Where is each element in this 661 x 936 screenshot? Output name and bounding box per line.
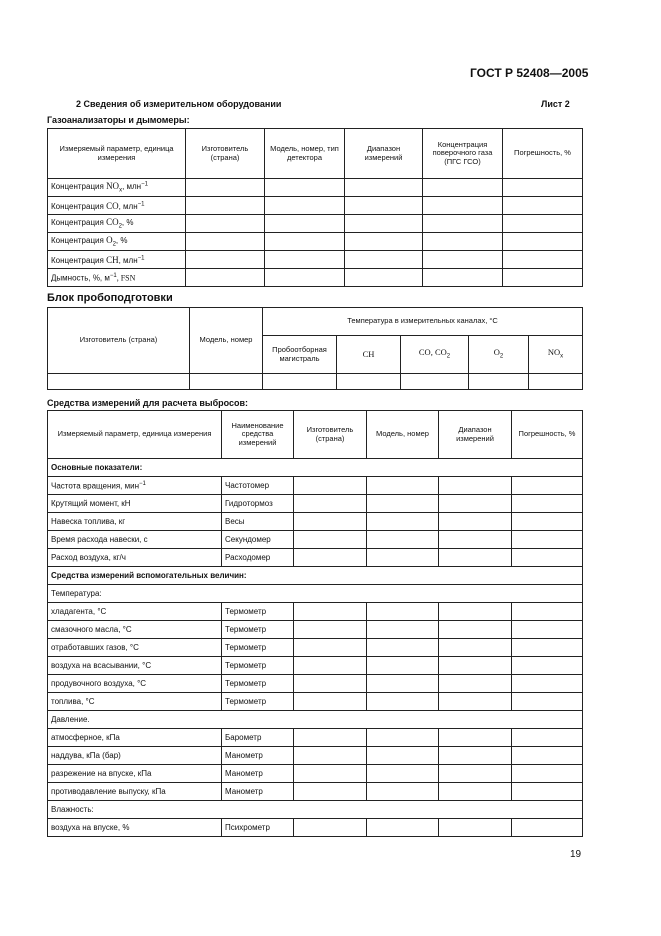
empty-cell[interactable] <box>186 269 265 287</box>
empty-cell[interactable] <box>345 179 423 197</box>
param-cell <box>48 603 222 621</box>
channel-header <box>469 336 529 374</box>
param-text: Концентрация <box>51 182 107 192</box>
empty-cell[interactable] <box>367 675 439 693</box>
instrument-cell: Термометр <box>222 675 294 693</box>
instrument-cell: Термометр <box>222 693 294 711</box>
param-cell <box>48 657 222 675</box>
empty-cell[interactable] <box>512 765 583 783</box>
empty-cell[interactable] <box>512 621 583 639</box>
param-text: Концентрация <box>51 236 107 246</box>
param-cell <box>48 783 222 801</box>
table-row <box>48 639 583 657</box>
empty-cell[interactable] <box>186 233 265 251</box>
instrument-cell: Барометр <box>222 729 294 747</box>
group-row-label: Давление. <box>48 711 583 729</box>
empty-cell[interactable] <box>512 693 583 711</box>
param-cell <box>48 621 222 639</box>
header-model: Модель, номер <box>190 308 263 374</box>
empty-cell[interactable] <box>423 233 503 251</box>
superscript: −1 <box>137 200 145 207</box>
empty-cell[interactable] <box>186 215 265 233</box>
empty-cell[interactable] <box>439 747 512 765</box>
empty-cell[interactable] <box>469 374 529 390</box>
empty-cell[interactable] <box>186 251 265 269</box>
column-header: Диапазон измерений <box>439 411 512 459</box>
param-unit: , млн <box>118 255 138 265</box>
empty-cell[interactable] <box>345 233 423 251</box>
param-text: Частота вращения, мин <box>51 481 140 491</box>
empty-cell[interactable] <box>294 783 367 801</box>
channel-header <box>263 336 337 374</box>
empty-cell[interactable] <box>345 197 423 215</box>
channel-label: Пробоотборная магистраль <box>272 344 327 363</box>
section-row-label: Средства измерений вспомогательных величин: <box>48 567 583 585</box>
instrument-cell: Весы <box>222 513 294 531</box>
empty-cell[interactable] <box>265 233 345 251</box>
empty-cell[interactable] <box>367 729 439 747</box>
sample-prep-table <box>47 307 583 390</box>
param-unit: , млн <box>118 201 138 211</box>
column-header: Измеряемый параметр, единица измерения <box>48 129 186 179</box>
param-text: смазочного масла, °С <box>51 625 132 634</box>
channel-label: O <box>493 347 500 358</box>
param-text: воздуха на всасывании, °С <box>51 661 152 670</box>
formula: NO <box>106 181 120 192</box>
param-cell <box>48 639 222 657</box>
empty-cell[interactable] <box>512 549 583 567</box>
section-title: 2 Сведения об измерительном оборудовании <box>76 99 282 109</box>
table-row <box>48 783 583 801</box>
table-row <box>48 549 583 567</box>
empty-cell[interactable] <box>367 819 439 837</box>
table-row <box>48 215 583 233</box>
table-row <box>48 729 583 747</box>
param-text: Концентрация <box>51 201 107 211</box>
param-unit: , млн <box>122 182 142 192</box>
gas-analyzers-caption: Газоанализаторы и дымомеры: <box>47 115 190 125</box>
instrument-cell: Термометр <box>222 639 294 657</box>
empty-cell[interactable] <box>294 657 367 675</box>
empty-cell[interactable] <box>367 495 439 513</box>
empty-cell[interactable] <box>367 747 439 765</box>
table-row <box>48 693 583 711</box>
table-row <box>48 819 583 837</box>
empty-cell[interactable] <box>294 729 367 747</box>
empty-cell[interactable] <box>345 269 423 287</box>
column-header: Изготовитель (страна) <box>186 129 265 179</box>
table-row <box>48 675 583 693</box>
formula: CO <box>106 200 119 211</box>
instrument-cell: Термометр <box>222 621 294 639</box>
empty-cell[interactable] <box>265 269 345 287</box>
empty-cell[interactable] <box>512 747 583 765</box>
superscript: −1 <box>109 272 117 279</box>
param-text: отработавших газов, °С <box>51 643 139 652</box>
table-row <box>48 197 583 215</box>
param-text: разрежение на впуске, кПа <box>51 769 152 778</box>
param-cell <box>48 477 222 495</box>
param-text: топлива, °С <box>51 697 95 706</box>
param-text: наддува, кПа (бар) <box>51 751 121 760</box>
empty-cell[interactable] <box>512 531 583 549</box>
channel-header <box>529 336 583 374</box>
column-header: Погрешность, % <box>503 129 583 179</box>
empty-cell[interactable] <box>439 765 512 783</box>
empty-cell[interactable] <box>345 251 423 269</box>
empty-cell[interactable] <box>294 513 367 531</box>
param-cell <box>48 765 222 783</box>
superscript: −1 <box>139 480 146 487</box>
subscript: 2 <box>118 223 122 230</box>
empty-cell[interactable] <box>439 657 512 675</box>
instrument-cell: Расходомер <box>222 549 294 567</box>
instrument-cell: Термометр <box>222 657 294 675</box>
column-header: Концентрация поверочного газа (ПГС ГСО) <box>423 129 503 179</box>
param-text: хладагента, °С <box>51 607 107 616</box>
empty-cell[interactable] <box>503 179 583 197</box>
empty-cell[interactable] <box>512 783 583 801</box>
empty-cell[interactable] <box>367 531 439 549</box>
empty-cell[interactable] <box>190 374 263 390</box>
param-cell <box>48 495 222 513</box>
header-row <box>48 411 583 459</box>
empty-cell[interactable] <box>423 179 503 197</box>
empty-cell[interactable] <box>439 621 512 639</box>
param-tail: , FSN <box>116 273 136 283</box>
emission-instruments-caption: Средства измерений для расчета выбросов: <box>47 398 249 408</box>
empty-cell[interactable] <box>265 197 345 215</box>
param-text: Расход воздуха, кг/ч <box>51 553 126 562</box>
group-row-label: Влажность: <box>48 801 583 819</box>
table-row <box>48 513 583 531</box>
param-text: Дымность, %, м <box>51 273 110 283</box>
empty-cell[interactable] <box>294 495 367 513</box>
param-unit: , % <box>121 218 134 228</box>
table-row <box>48 459 583 477</box>
table-row <box>48 531 583 549</box>
column-header: Изготовитель (страна) <box>294 411 367 459</box>
empty-cell[interactable] <box>423 269 503 287</box>
param-cell <box>48 215 186 233</box>
empty-cell[interactable] <box>265 179 345 197</box>
empty-cell[interactable] <box>367 603 439 621</box>
empty-cell[interactable] <box>439 549 512 567</box>
empty-cell[interactable] <box>367 765 439 783</box>
param-text: Концентрация <box>51 218 107 228</box>
empty-cell[interactable] <box>439 477 512 495</box>
formula: CO <box>106 217 119 228</box>
empty-cell[interactable] <box>439 639 512 657</box>
table-row <box>48 765 583 783</box>
empty-cell[interactable] <box>439 729 512 747</box>
empty-cell[interactable] <box>294 531 367 549</box>
param-text: продувочного воздуха, °С <box>51 679 147 688</box>
empty-cell[interactable] <box>345 215 423 233</box>
empty-cell[interactable] <box>512 603 583 621</box>
empty-cell[interactable] <box>265 251 345 269</box>
empty-cell[interactable] <box>294 819 367 837</box>
instrument-cell: Манометр <box>222 747 294 765</box>
standard-number: ГОСТ Р 52408—2005 <box>470 66 589 80</box>
empty-cell[interactable] <box>294 675 367 693</box>
param-cell <box>48 747 222 765</box>
empty-cell[interactable] <box>294 603 367 621</box>
empty-cell[interactable] <box>367 657 439 675</box>
channel-header <box>337 336 401 374</box>
instrument-cell: Манометр <box>222 765 294 783</box>
param-cell <box>48 269 186 287</box>
param-unit: , % <box>115 236 128 246</box>
table-row <box>48 269 583 287</box>
empty-cell[interactable] <box>367 513 439 531</box>
param-cell <box>48 693 222 711</box>
param-cell <box>48 675 222 693</box>
column-header: Измеряемый параметр, единица измерения <box>48 411 222 459</box>
empty-cell[interactable] <box>439 495 512 513</box>
empty-cell[interactable] <box>265 215 345 233</box>
param-cell <box>48 179 186 197</box>
empty-cell[interactable] <box>512 513 583 531</box>
table-row <box>48 585 583 603</box>
table-row <box>48 251 583 269</box>
table-row <box>48 711 583 729</box>
formula: O <box>106 235 113 246</box>
section-row-label: Основные показатели: <box>48 459 583 477</box>
table-row <box>48 603 583 621</box>
empty-cell[interactable] <box>512 729 583 747</box>
table-row <box>48 621 583 639</box>
instrument-cell: Частотомер <box>222 477 294 495</box>
empty-cell[interactable] <box>503 251 583 269</box>
empty-cell[interactable] <box>401 374 469 390</box>
table-row <box>48 567 583 585</box>
subscript: 2 <box>446 353 451 360</box>
sample-prep-caption: Блок пробоподготовки <box>47 292 173 304</box>
param-text: воздуха на впуске, % <box>51 823 130 832</box>
empty-cell[interactable] <box>186 197 265 215</box>
table-row <box>48 233 583 251</box>
instrument-cell: Гидротормоз <box>222 495 294 513</box>
header-maker: Изготовитель (страна) <box>48 308 190 374</box>
empty-cell[interactable] <box>439 819 512 837</box>
param-cell <box>48 233 186 251</box>
empty-cell[interactable] <box>294 477 367 495</box>
empty-cell[interactable] <box>367 693 439 711</box>
empty-cell[interactable] <box>512 639 583 657</box>
empty-cell[interactable] <box>512 477 583 495</box>
param-text: Крутящий момент, кН <box>51 499 131 508</box>
param-cell <box>48 549 222 567</box>
empty-cell[interactable] <box>503 269 583 287</box>
group-row-label: Температура: <box>48 585 583 603</box>
empty-cell[interactable] <box>367 639 439 657</box>
column-header: Наименование средства измерений <box>222 411 294 459</box>
empty-cell[interactable] <box>294 549 367 567</box>
param-cell <box>48 729 222 747</box>
empty-cell[interactable] <box>439 603 512 621</box>
subscript: 2 <box>112 241 116 248</box>
superscript: −1 <box>137 254 145 261</box>
empty-cell[interactable] <box>367 477 439 495</box>
formula: CH <box>106 254 119 265</box>
subscript: x <box>119 187 123 194</box>
column-header: Диапазон измерений <box>345 129 423 179</box>
sheet-label: Лист 2 <box>541 99 570 109</box>
empty-cell[interactable] <box>439 531 512 549</box>
channel-label: NO <box>547 347 561 358</box>
subscript: 2 <box>499 353 504 360</box>
empty-cell[interactable] <box>512 819 583 837</box>
empty-cell[interactable] <box>294 639 367 657</box>
empty-cell[interactable] <box>294 747 367 765</box>
param-text: атмосферное, кПа <box>51 733 120 742</box>
empty-cell[interactable] <box>529 374 583 390</box>
superscript: −1 <box>141 181 148 188</box>
empty-cell[interactable] <box>263 374 337 390</box>
channel-header <box>401 336 469 374</box>
empty-cell[interactable] <box>503 197 583 215</box>
instrument-cell: Термометр <box>222 603 294 621</box>
empty-cell[interactable] <box>294 693 367 711</box>
empty-cell[interactable] <box>367 549 439 567</box>
empty-cell[interactable] <box>439 675 512 693</box>
instrument-cell: Секундомер <box>222 531 294 549</box>
empty-cell[interactable] <box>503 233 583 251</box>
table-row <box>48 179 583 197</box>
empty-cell[interactable] <box>512 675 583 693</box>
param-text: противодавление выпуску, кПа <box>51 787 166 796</box>
empty-cell[interactable] <box>439 513 512 531</box>
param-cell <box>48 197 186 215</box>
empty-cell[interactable] <box>512 657 583 675</box>
empty-cell[interactable] <box>423 197 503 215</box>
table-row <box>48 801 583 819</box>
empty-cell[interactable] <box>439 693 512 711</box>
column-header: Модель, номер <box>367 411 439 459</box>
empty-cell[interactable] <box>367 783 439 801</box>
param-text: Навеска топлива, кг <box>51 517 126 526</box>
instrument-cell: Психрометр <box>222 819 294 837</box>
empty-cell[interactable] <box>186 179 265 197</box>
table-row <box>48 477 583 495</box>
table-row <box>48 374 583 390</box>
param-text: Время расхода навески, с <box>51 535 148 544</box>
empty-cell[interactable] <box>423 215 503 233</box>
param-cell <box>48 531 222 549</box>
param-cell <box>48 251 186 269</box>
empty-cell[interactable] <box>294 621 367 639</box>
channel-label: CH <box>362 348 375 359</box>
instrument-cell: Манометр <box>222 783 294 801</box>
empty-cell[interactable] <box>503 215 583 233</box>
column-header: Погрешность, % <box>512 411 583 459</box>
empty-cell[interactable] <box>294 765 367 783</box>
channel-label: CO, CO <box>418 347 447 358</box>
param-cell <box>48 513 222 531</box>
param-text: Концентрация <box>51 255 107 265</box>
empty-cell[interactable] <box>512 495 583 513</box>
header-temperature: Температура в измерительных каналах, °С <box>263 308 583 336</box>
table-row <box>48 657 583 675</box>
empty-cell[interactable] <box>337 374 401 390</box>
subscript: x <box>560 353 564 360</box>
table-row <box>48 495 583 513</box>
header-row <box>48 129 583 179</box>
empty-cell[interactable] <box>48 374 190 390</box>
empty-cell[interactable] <box>367 621 439 639</box>
column-header: Модель, номер, тип детектора <box>265 129 345 179</box>
gas-analyzers-table <box>47 128 583 287</box>
page-number: 19 <box>570 849 582 860</box>
table-row <box>48 747 583 765</box>
empty-cell[interactable] <box>439 783 512 801</box>
emission-instruments-table <box>47 410 583 837</box>
param-cell <box>48 819 222 837</box>
empty-cell[interactable] <box>423 251 503 269</box>
